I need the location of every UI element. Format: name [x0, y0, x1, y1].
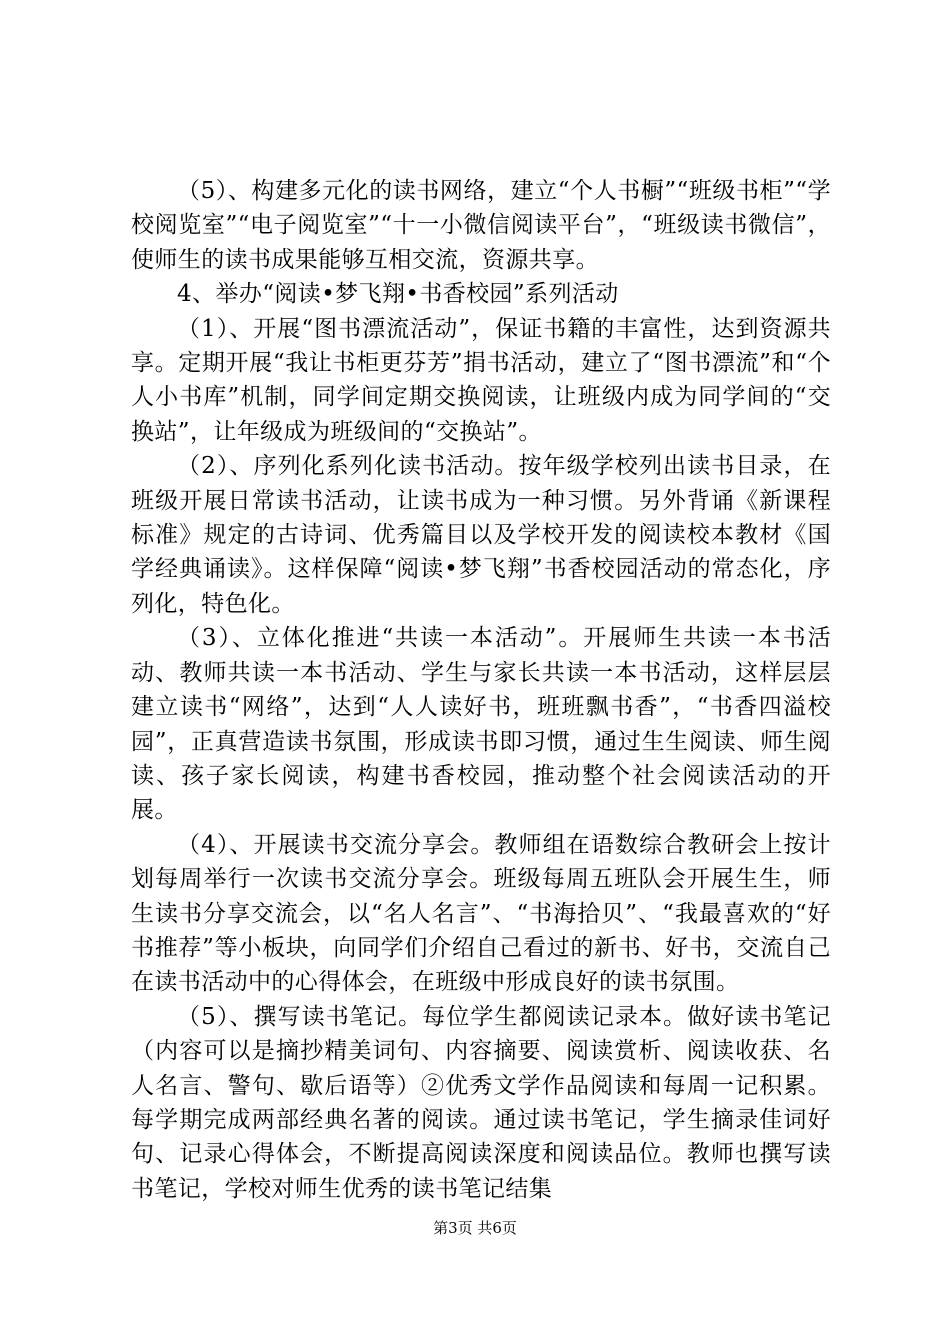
paragraph-reading-exchange: （4）、开展读书交流分享会。教师组在语数综合教研会上按计划每周举行一次读书交流分享会。班级每周五班队会开展生生，师生读书分享交流会，以“名人名言”、“书海拾贝”、“我最喜欢的“好书推荐”等小板块，向同学们介绍自己看过的新书、好书，交流自己在读书活动中的心得体会，在班级中形成良好的读书氛围。	[131, 831, 831, 996]
paragraph-book-drifting: （1）、开展“图书漂流活动”，保证书籍的丰富性，达到资源共享。定期开展“我让书柜更芬芳”捐书活动，建立了“图书漂流”和“个人小书库”机制，同学间定期交换阅读，让班级内成为同学间的“交换站”，让年级成为班级间的“交换站”。	[131, 315, 831, 445]
document-body	[131, 174, 831, 1206]
paragraph-reading-notes: （5）、撰写读书笔记。每位学生都阅读记录本。做好读书笔记（内容可以是摘抄精美词句、内容摘要、阅读赏析、阅读收获、名人名言、警句、歇后语等）②优秀文学作品阅读和每周一记积累。每学期完成两部经典名著的阅读。通过读书笔记，学生摘录佳词好句、记录心得体会，不断提高阅读深度和阅读品位。教师也撰写读书笔记，学校对师生优秀的读书笔记结集	[131, 1003, 831, 1202]
page-number-footer: 第3页 共6页	[433, 1219, 517, 1237]
paragraph-shared-reading: （3）、立体化推进“共读一本活动”。开展师生共读一本书活动、教师共读一本书活动、学生与家长共读一本书活动，这样层层建立读书“网络”，达到“人人读好书，班班飘书香”，“书香四溢校园”，正真营造读书氛围，形成读书即习惯，通过生生阅读、师生阅读、孩子家长阅读，构建书香校园，推动整个社会阅读活动的开展。	[131, 625, 831, 824]
paragraph-serialized-reading: （2）、序列化系列化读书活动。按年级学校列出读书目录，在班级开展日常读书活动，让读书成为一种习惯。另外背诵《新课程标准》规定的古诗词、优秀篇目以及学校开发的阅读校本教材《国学经典诵读》。这样保障“阅读•梦飞翔”书香校园活动的常态化，序列化，特色化。	[131, 453, 831, 617]
paragraph-reading-network: （5）、构建多元化的读书网络，建立“个人书橱”“班级书柜”“学校阅览室”“电子阅览室”“十一小微信阅读平台”，“班级读书微信”，使师生的读书成果能够互相交流，资源共享。	[131, 178, 831, 273]
section-heading-reading-activities: 4、举办“阅读•梦飞翔•书香校园”系列活动	[177, 281, 619, 308]
